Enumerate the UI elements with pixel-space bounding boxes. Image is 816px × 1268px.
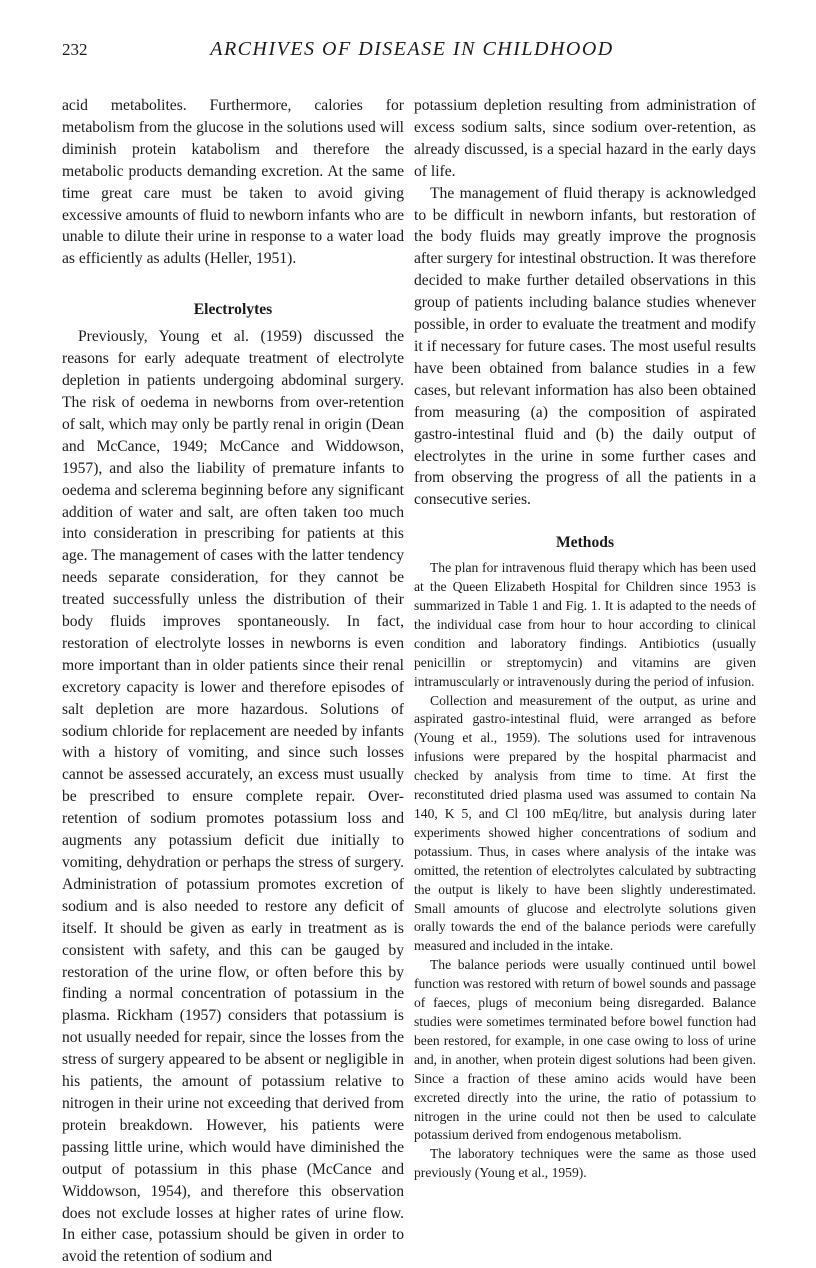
electrolytes-paragraph: Previously, Young et al. (1959) discussed the reasons for early adequate treatment of electrolyte depletion in patients undergoing abdominal surgery. The risk of oedema in newborns from over-retention of salt, which may only be partly renal in origin (Dean and McCance, 1949; McCance and Widdowson, 1957), and also the liability of premature infants to oedema and sclerema beginning before any significant addition of water and salt, are often taken too much into consideration in prescribing for patients at this age. The management of cases with the latter tendency needs separate consideration, for they cannot be treated successfully unless the distribution of their body fluids improves spontaneously. In fact, restoration of electrolyte losses in newborns is even more important than in older patients since their renal excretory capacity is lower and therefore episodes of salt depletion are more hazardous. Solutions of sodium chloride for replacement are needed by infants with a history of vomiting, and since such losses cannot be assessed accurately, an excess must usually be prescribed to ensure complete repair. Over-retention of sodium promotes potassium loss and augments any potassium deficit due initially to vomiting, dehydration or perhaps the stress of surgery. Administration of potassium promotes excretion of sodium and is also needed to restore any deficit of itself. It should be given as early in treatment as is consistent with safety, and this can be gauged by restoration of the urine flow, or often before this by finding a normal concentration of potassium in the plasma. Rickham (1957) considers that potassium is not usually needed for repair, since the losses from the stress of surgery appeared to be absent or negligible in his patients, the amount of potassium relative to nitrogen in their urine not exceeding that derived from protein breakdown. However, his patients were passing little urine, which would have diminished the output of potassium in this phase (McCance and Widdowson, 1954), and therefore this observation does not exclude losses at higher rates of urine flow. In either case, potassium should be given in order to avoid the retention of sodium and — [62, 328, 404, 1266]
methods-paragraph: Collection and measurement of the output, as urine and aspirated gastro-intestinal fluid, were arranged as before (Young et al., 1959). The solutions used for intravenous infusions were prepared by the hospital pharmacist and checked by analysis from time to time. At first the reconstituted dried plasma used was assumed to contain Na 140, K 5, and Cl 100 mEq/litre, but analysis during later experiments showed higher concentrations of sodium and potassium. Thus, in cases where analysis of the intake was omitted, the retention of electrolytes calculated by subtracting the output is likely to have been slightly underestimated. Small amounts of glucose and electrolyte solutions given orally towards the end of the balance periods were carefully measured and included in the intake. — [414, 692, 756, 954]
electrolytes-heading: Electrolytes — [193, 301, 273, 319]
right-column — [414, 95, 756, 1183]
journal-title: ARCHIVES OF DISEASE IN CHILDHOOD — [210, 38, 614, 60]
page-number: 232 — [62, 40, 88, 59]
management-paragraph: The management of fluid therapy is acknowledged to be difficult in newborn infants, but restoration of the body fluids may greatly improve the prognosis after surgery for intestinal obstruction. It was therefore decided to make further detailed observations in this group of patients including balance studies whenever possible, in order to evaluate the treatment and modify it if necessary for future cases. The most useful results have been obtained from balance studies in a few cases, but relevant information has also been obtained from measuring (a) the composition of aspirated gastro-intestinal fluid and (b) the daily output of electrolytes in the urine in some further cases and from observing the progress of all the patients in a consecutive series. — [414, 184, 756, 509]
intro-paragraph: acid metabolites. Furthermore, calories for metabolism from the glucose in the solutions used will diminish protein katabolism and therefore the metabolic products demanding excretion. At the same time great care must be taken to avoid giving excessive amounts of fluid to newborn infants who are unable to dilute their urine in response to a water load as efficiently as adults (Heller, 1951). — [62, 97, 404, 268]
left-column — [62, 95, 404, 1268]
continued-paragraph: potassium depletion resulting from administration of excess sodium salts, since sodium over-retention, as already discussed, is a special hazard in the early days of life. — [414, 97, 756, 180]
methods-paragraph: The laboratory techniques were the same as those used previously (Young et al., 1959). — [414, 1146, 756, 1181]
methods-paragraph: The balance periods were usually continued until bowel function was restored with return of bowel sounds and passage of faeces, plugs of meconium being disregarded. Balance studies were sometimes terminated before bowel function had been restored, for example, in one case owing to loss of urine and, in another, when protein digest solutions had been given. Since a fraction of these amino acids would have been excreted directly into the urine, the ratio of potassium to nitrogen in the urine could not then be used to calculate potassium derived from endogenous metabolism. — [414, 957, 756, 1143]
methods-heading: Methods — [555, 534, 615, 552]
running-header — [62, 38, 762, 68]
methods-paragraph: The plan for intravenous fluid therapy which has been used at the Queen Elizabeth Hospital for Children since 1953 is summarized in Table 1 and Fig. 1. It is adapted to the needs of the individual case from hour to hour according to clinical condition and laboratory findings. Antibiotics (usually penicillin or streptomycin) and vitamins are given intramuscularly or intravenously during the period of infusion. — [414, 560, 756, 689]
